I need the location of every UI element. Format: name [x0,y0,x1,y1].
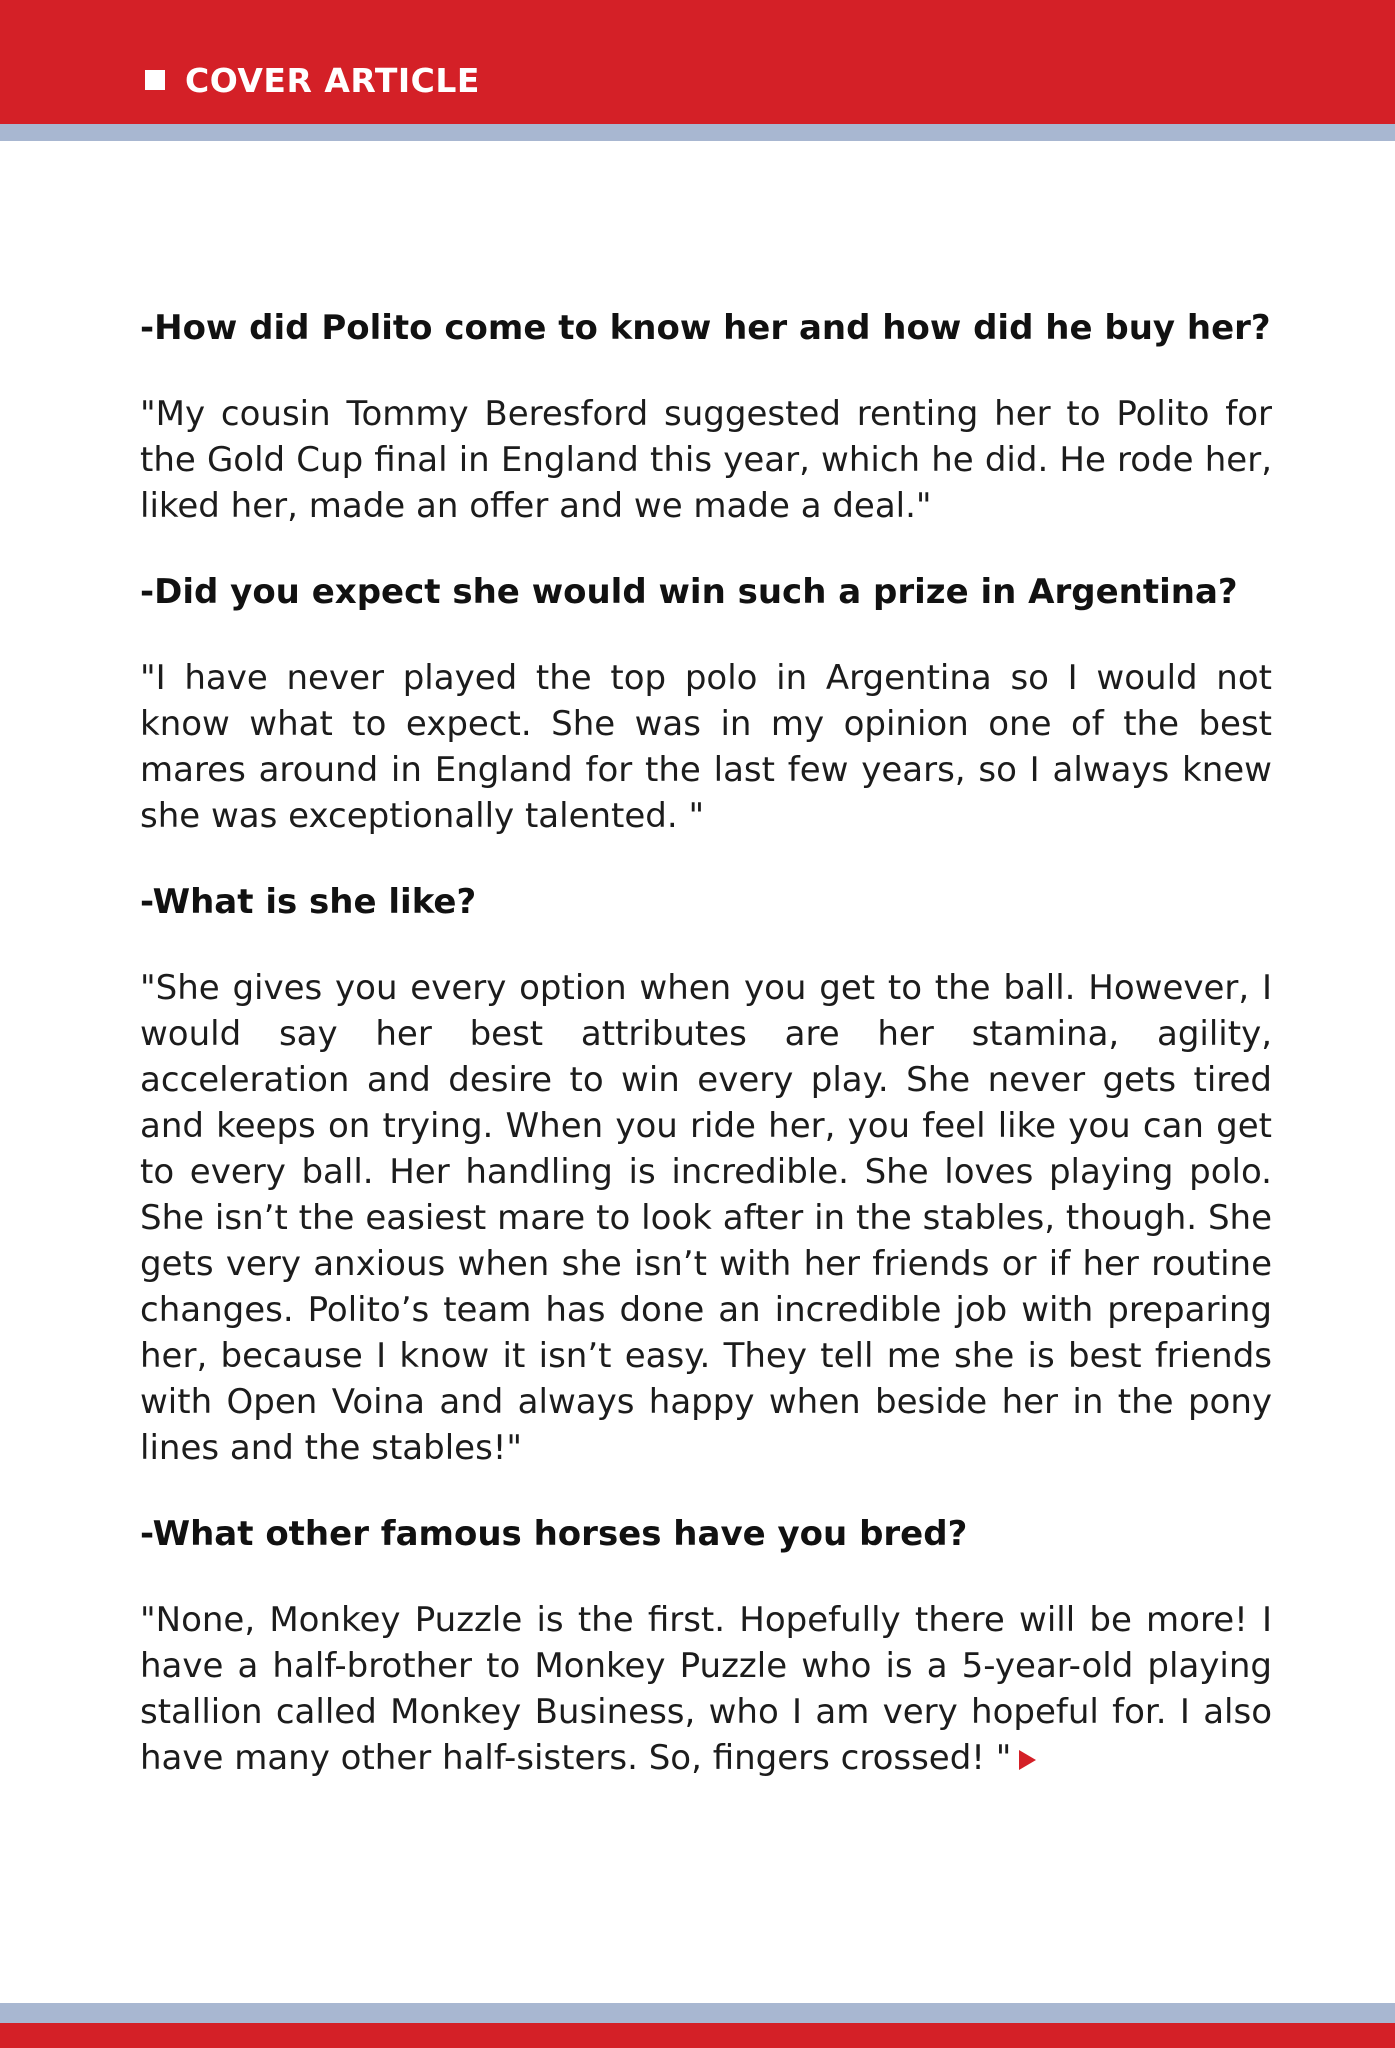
answer-4 [140,1597,1272,1781]
footer-stripe [0,2003,1395,2023]
question-4: -What other famous horses have you bred? [140,1514,968,1554]
answer-3: "She gives you every option when you get to the ball. However, I would say her best attributes are her stamina, agility, acceleration and desire to win every play. She never gets tired and keeps on trying. When you ride her, you feel like you can get to every ball. Her handling is incredible. She loves playing polo. She isn’t the easiest mare to look after in the stables, though. She gets very anxious when she isn’t with her friends or if her routine changes. Polito’s team has done an incredible job with preparing her, because I know it isn’t easy. They tell me she is best friends with Open Voina and always happy when beside her in the pony lines and the stables!" [140,968,1272,1468]
article-body [140,305,1272,1821]
answer-4-text: "None, Monkey Puzzle is the first. Hopefully there will be more! I have a half-brother to Monkey Puzzle who is a 5-year-old playing stallion called Monkey Business, who I am very hopeful for. I also have many other half-sisters. So, fingers crossed! " [140,1600,1272,1778]
question-1: -How did Polito come to know her and how did he buy her? [140,308,1271,348]
question-3: -What is she like? [140,882,477,922]
section-label [145,54,480,106]
question-2: -Did you expect she would win such a prize in Argentina? [140,572,1238,612]
triangle-right-icon [1019,1750,1036,1770]
footer-bar [0,2023,1395,2048]
header-stripe [0,124,1395,141]
answer-2: "I have never played the top polo in Argentina so I would not know what to expect. She was in my opinion one of the best mares around in England for the last few years, so I always knew she was exceptionally talented. " [140,658,1272,836]
section-label-text: COVER ARTICLE [185,60,480,100]
answer-1: "My cousin Tommy Beresford suggested renting her to Polito for the Gold Cup final in England this year, which he did. He rode her, liked her, made an offer and we made a deal." [140,394,1272,526]
square-icon [145,70,165,90]
